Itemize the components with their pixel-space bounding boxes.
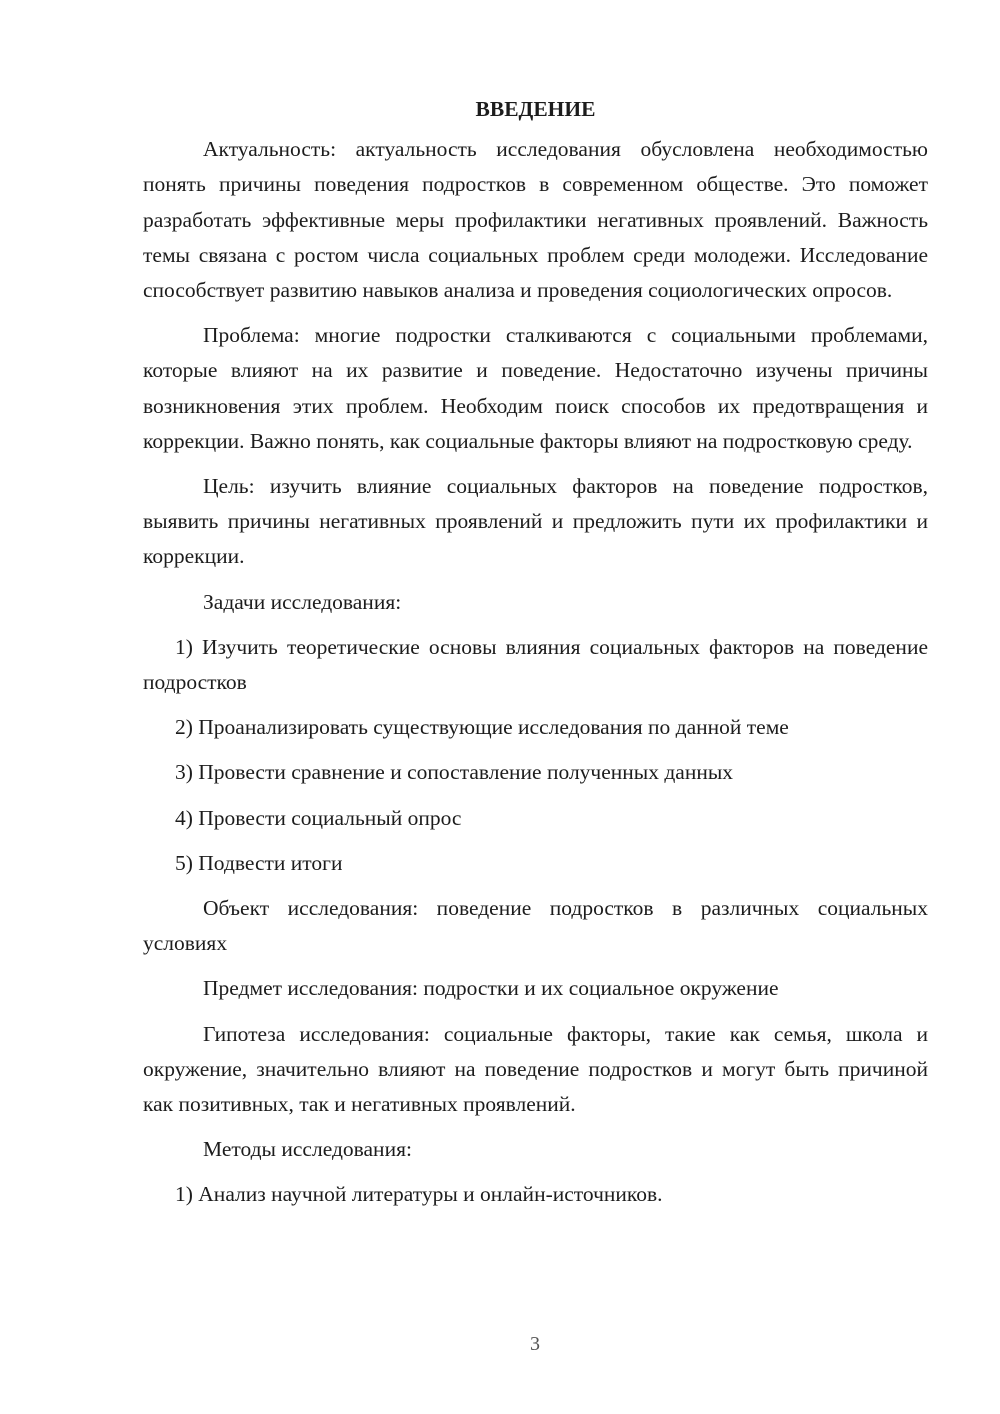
- task-item-2: 2) Проанализировать существующие исследования по данной теме: [175, 715, 789, 740]
- task-item-5: 5) Подвести итоги: [175, 850, 343, 875]
- section-title: ВВЕДЕНИЕ: [475, 97, 596, 121]
- page-number: 3: [530, 1333, 540, 1355]
- task-item-3: 3) Провести сравнение и сопоставление полученных данных: [175, 760, 734, 785]
- method-item-1: 1) Анализ научной литературы и онлайн-источников.: [175, 1182, 663, 1207]
- relevance-paragraph: Актуальность: актуальность исследования обусловлена необходимостью понять причины поведения подростков в современном обществе. Это поможет разработать эффективные меры профилактики негативных проявлений. Важность темы связана с ростом числа социальных проблем среди молодежи. Исследование способствует развитию навыков анализа и проведения социологических опросов.: [143, 137, 928, 303]
- object-paragraph: Объект исследования: поведение подростков в различных социальных условиях: [143, 896, 928, 956]
- goal-paragraph: Цель: изучить влияние социальных факторов на поведение подростков, выявить причины негативных проявлений и предложить пути их профилактики и коррекции.: [143, 474, 928, 569]
- methods-heading: Методы исследования:: [203, 1137, 412, 1162]
- task-item-4: 4) Провести социальный опрос: [175, 805, 462, 830]
- hypothesis-paragraph: Гипотеза исследования: социальные факторы, такие как семья, школа и окружение, значительно влияют на поведение подростков и могут быть причиной как позитивных, так и негативных проявлений.: [143, 1021, 928, 1117]
- problem-paragraph: Проблема: многие подростки сталкиваются с социальными проблемами, которые влияют на их развитие и поведение. Недостаточно изучены причины возникновения этих проблем. Необходим поиск способов их предотвращения и коррекции. Важно понять, как социальные факторы влияют на подростковую среду.: [143, 323, 928, 453]
- page-content: [143, 92, 928, 1223]
- subject-paragraph: Предмет исследования: подростки и их социальное окружение: [203, 976, 779, 1001]
- task-item-1: 1) Изучить теоретические основы влияния социальных факторов на поведение подростков: [143, 634, 928, 695]
- tasks-heading: Задачи исследования:: [203, 589, 402, 614]
